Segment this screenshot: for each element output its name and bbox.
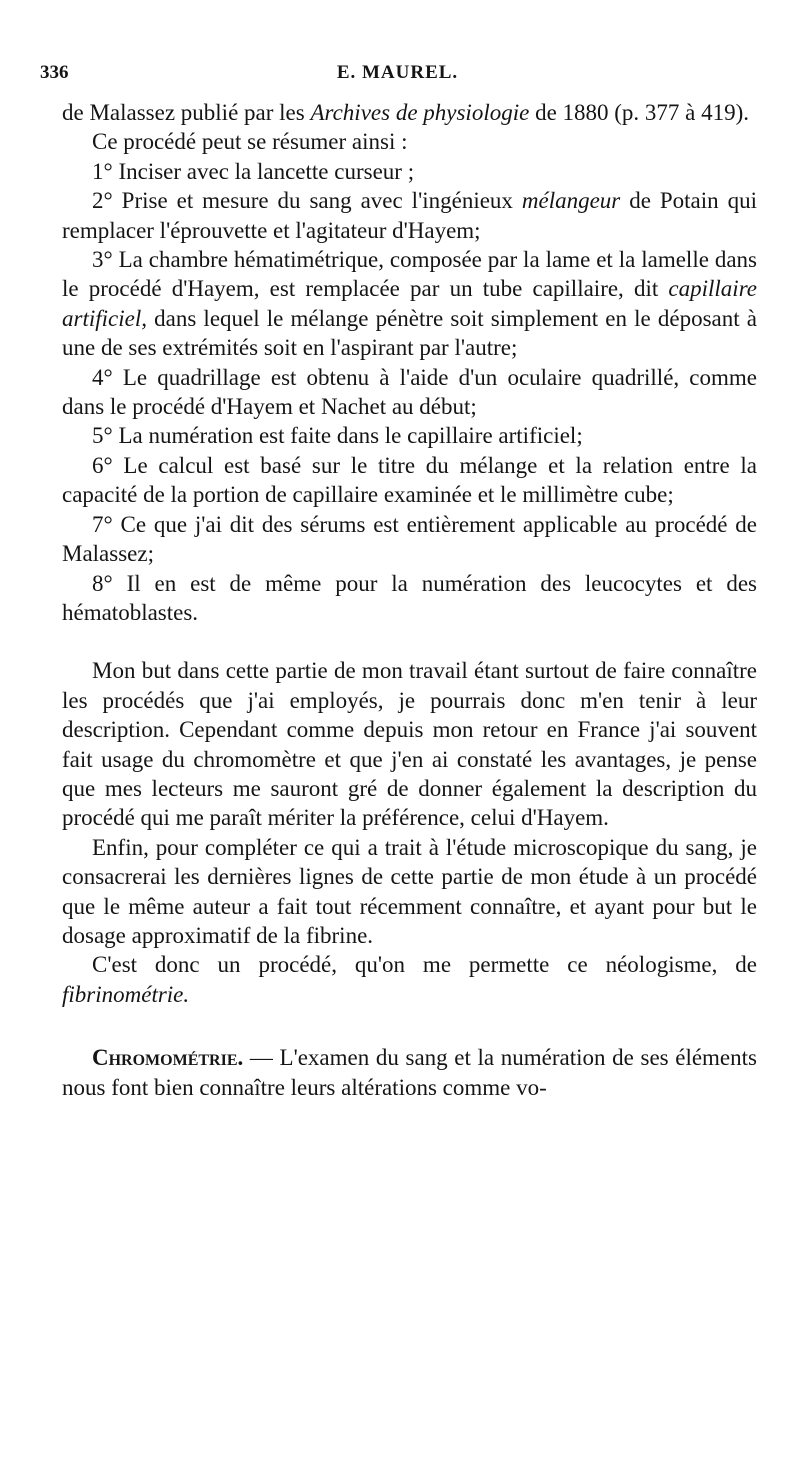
section-gap [62,1009,757,1043]
section-heading: Chromométrie. [92,1045,244,1071]
page-header [40,62,755,92]
text-run: — L'examen du sang et la numération de ses éléments nous font bien connaître leurs altérations comme vo- [62,1045,757,1100]
text-run: de Malassez publié par les [62,100,311,125]
paragraph-p8 [62,451,757,510]
paragraph-p14 [62,1043,757,1102]
text-run: 6° Le calcul est basé sur le titre du mélange et la relation entre la capacité de la portion de capillaire examinée et le millimètre cube; [62,452,757,508]
text-run: 1° Inciser avec la lancette curseur ; [92,158,415,184]
text-run: Ce procédé peut se résumer ainsi : [92,129,408,155]
paragraph-gap [62,627,757,656]
text-run: 4° Le quadrillage est obtenu à l'aide d'un oculaire quadrillé, comme dans le procédé d'Hayem et Nachet au début; [62,364,757,420]
running-head: E. MAUREL. [336,62,459,83]
text-run: Mon but dans cette partie de mon travail étant surtout de faire connaître les procédés que j'ai employés, je pourrais donc m'en tenir à leur description. Cependant comme depuis mon retour en France j'ai souvent fait usage du chromomètre et que j'en ai constaté les avantages, je pense que mes lecteurs me sauront gré de donner également la description du procédé qui me paraît mériter la préférence, celui d'Hayem. [62,658,757,831]
text-run: 5° La numération est faite dans le capillaire artificiel; [92,423,583,449]
paragraph-p4 [62,186,757,245]
paragraph-p6 [62,363,757,422]
paragraph-p10 [62,569,757,628]
page-number: 336 [40,62,69,83]
italic-text: mélangeur [521,188,621,214]
paragraph-p11 [62,656,757,832]
paragraph-p12 [62,833,757,951]
text-run: 3° La chambre hématimétrique, composée par la lame et la lamelle dans le procédé d'Hayem, est remplacée par un tube capillaire, dit [62,247,757,302]
text-run: de Potain qui remplacer l'éprouvette et l'agitateur d'Hayem; [62,188,757,243]
italic-text: capillaire artificiel, [62,276,757,331]
paragraph-p9 [62,510,757,569]
text-run: dans lequel le mélange pénètre soit simplement en le déposant à une de ses extrémités soit en l'aspirant par l'autre; [62,305,757,361]
text-run: de 1880 (p. 377 à 419). [529,100,750,125]
paragraph-p7 [62,421,757,450]
paragraph-p3 [62,157,757,186]
text-run: 8° Il en est de même pour la numération des leucocytes et des hématoblastes. [62,570,757,625]
paragraph-p1 [62,98,757,127]
paragraph-p5 [62,245,757,363]
page-body [62,98,757,1102]
text-run: C'est donc un procédé, qu'on me permette ce néologisme, de [92,952,757,978]
text-run: 2° Prise et mesure du sang avec l'ingénieux [92,188,522,214]
paragraph-p13 [62,950,757,1009]
text-run: 7° Ce que j'ai dit des sérums est entièrement applicable au procédé de Malassez; [62,511,757,567]
italic-text: Archives de physiologie [310,100,530,125]
paragraph-p2 [62,127,757,156]
italic-text: fibrinométrie. [62,981,190,1007]
text-run: Enfin, pour compléter ce qui a trait à l'étude microscopique du sang, je consacrerai les dernières lignes de cette partie de mon étude à un procédé que le même auteur a fait tout récemment connaître, et ayant pour but le dosage approximatif de la fibrine. [62,834,757,948]
